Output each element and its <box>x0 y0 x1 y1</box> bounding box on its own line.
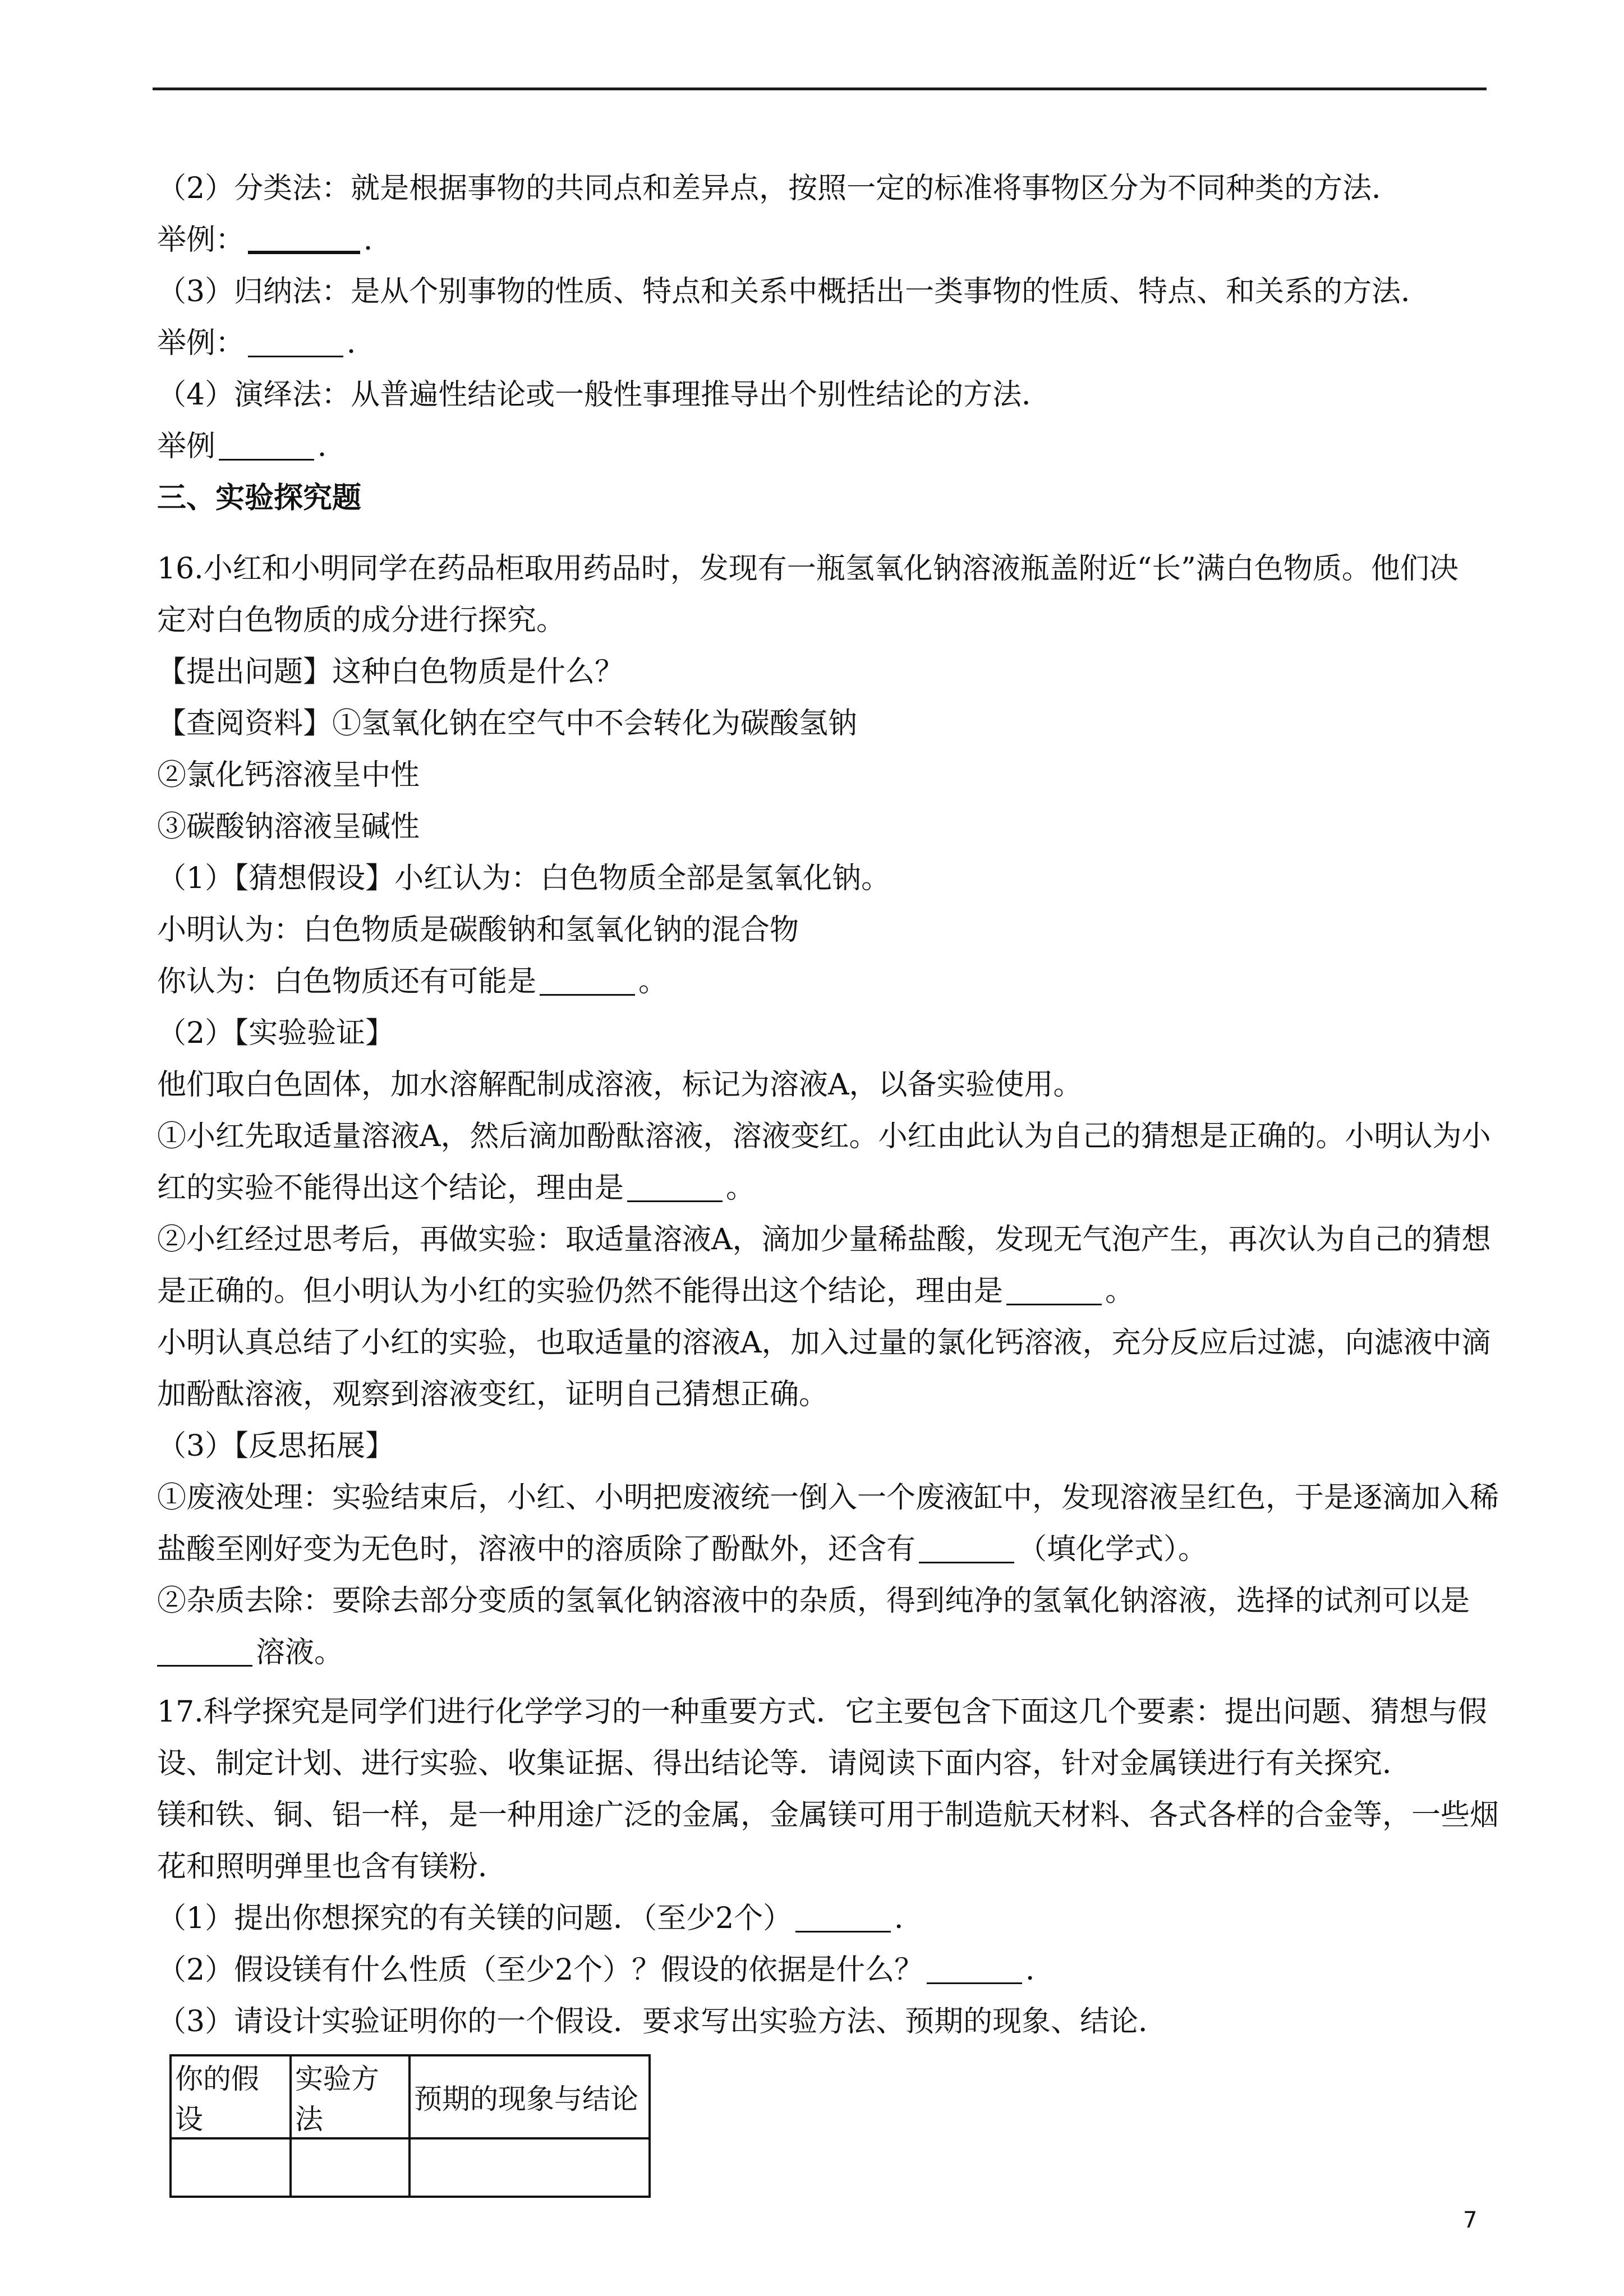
example-line <box>157 214 1475 266</box>
q16-step2-line <box>157 1266 1475 1317</box>
table-header-row <box>171 2055 650 2138</box>
example-label: 举例 <box>157 430 216 463</box>
answer-blank[interactable] <box>248 328 343 357</box>
q16-question: 【提出问题】这种白色物质是什么？ <box>157 655 624 689</box>
question-text: 红的实验不能得出这个结论，理由是 <box>157 1171 624 1205</box>
method-deduction: （4）演绎法：从普遍性结论或一般性事理推导出个别性结论的方法． <box>157 378 1051 412</box>
q16-info-line: ③碳酸钠溶液呈碱性 <box>157 810 420 844</box>
q16-reflect-title: （3）【反思拓展】 <box>157 1429 395 1463</box>
q16-impurity-line <box>157 1627 1475 1678</box>
q16-step2-line: ②小红经过思考后，再做实验：取适量溶液A，滴加少量稀盐酸，发现无气泡产生，再次认为自己的猜想 <box>157 1223 1491 1257</box>
answer-blank[interactable] <box>919 1534 1014 1563</box>
period: 。 <box>638 965 668 999</box>
table-cell-hypothesis[interactable] <box>171 2138 291 2197</box>
q16-hypothesis-line: （1）【猜想假设】小红认为：白色物质全部是氢氧化钠。 <box>157 862 891 895</box>
q16-step3-line: 小明认真总结了小红的实验，也取适量的溶液A，加入过量的氯化钙溶液，充分反应后过滤，向滤液中滴 <box>157 1326 1491 1360</box>
example-label: 举例： <box>157 326 245 360</box>
q16-impurity-line: ②杂质去除：要除去部分变质的氢氧化钠溶液中的杂质，得到纯净的氢氧化钠溶液，选择的试剂可以是 <box>157 1584 1470 1618</box>
answer-table <box>169 2054 651 2198</box>
q17-mg-line: 镁和铁、铜、铝一样，是一种用途广泛的金属，金属镁可用于制造航天材料、各式各样的合金等，一些烟 <box>157 1798 1499 1832</box>
table-cell-expected[interactable] <box>410 2138 650 2197</box>
q16-info-line: ②氯化钙溶液呈中性 <box>157 758 420 792</box>
table-header-expected: 预期的现象与结论 <box>410 2055 650 2138</box>
period: 。 <box>726 1171 756 1205</box>
answer-blank[interactable] <box>219 431 314 461</box>
q17-intro-line: 17.科学探究是同学们进行化学学习的一种重要方式．它主要包含下面这几个要素：提出问题、猜想与假 <box>157 1695 1487 1729</box>
question-text: （填化学式）。 <box>1018 1533 1208 1566</box>
answer-blank[interactable] <box>157 1637 252 1667</box>
q16-info-line: 【查阅资料】①氢氧化钠在空气中不会转化为碳酸氢钠 <box>157 707 858 740</box>
page-body <box>157 163 1499 2198</box>
table-row <box>171 2138 650 2197</box>
period: ． <box>894 1902 924 1935</box>
q16-waste-line <box>157 1524 1475 1575</box>
q16-verify-title: （2）【实验验证】 <box>157 1016 395 1050</box>
q17-intro-line: 设、制定计划、进行实验、收集证据、得出结论等．请阅读下面内容，针对金属镁进行有关探究． <box>157 1747 1412 1780</box>
q16-intro-line: 16.小红和小明同学在药品柜取用药品时，发现有一瓶氢氧化钠溶液瓶盖附近“长”满白色物质。他们决 <box>157 552 1459 586</box>
method-classification: （2）分类法：就是根据事物的共同点和差异点，按照一定的标准将事物区分为不同种类的方法． <box>157 172 1401 205</box>
period: ． <box>1025 1953 1055 1987</box>
table-header-hypothesis: 你的假设 <box>171 2055 291 2138</box>
q16-step1-line: ①小红先取适量溶液A，然后滴加酚酞溶液，溶液变红。小红由此认为自己的猜想是正确的。小明认为小 <box>157 1120 1491 1153</box>
question-text: （2）假设镁有什么性质（至少2个）？假设的依据是什么？ <box>157 1953 924 1987</box>
period: 。 <box>1105 1274 1135 1308</box>
method-induction: （3）归纳法：是从个别事物的性质、特点和关系中概括出一类事物的性质、特点、和关系的方法． <box>157 275 1430 309</box>
example-end: ． <box>318 430 347 463</box>
example-line <box>157 421 1475 472</box>
question-text: 溶液。 <box>256 1636 344 1669</box>
page-number: 7 <box>1463 2207 1478 2233</box>
q16-intro-line: 定对白色物质的成分进行探究。 <box>157 604 566 637</box>
question-text: 你认为：白色物质还有可能是 <box>157 965 537 999</box>
answer-blank[interactable] <box>248 223 360 254</box>
q16-waste-line: ①废液处理：实验结束后，小红、小明把废液统一倒入一个废液缸中，发现溶液呈红色，于是逐滴加入稀 <box>157 1481 1499 1515</box>
example-end: ． <box>347 326 376 360</box>
q17-part3: （3）请设计实验证明你的一个假设．要求写出实验方法、预期的现象、结论． <box>157 2005 1168 2039</box>
q17-part2 <box>157 1944 1475 1996</box>
answer-blank[interactable] <box>927 1954 1022 1984</box>
q16-verify-intro: 他们取白色固体，加水溶解配制成溶液，标记为溶液A，以备实验使用。 <box>157 1068 1083 1102</box>
q16-step1-line <box>157 1162 1475 1214</box>
q16-hypothesis-line: 小明认为：白色物质是碳酸钠和氢氧化钠的混合物 <box>157 913 799 947</box>
answer-blank[interactable] <box>627 1172 723 1202</box>
q17-mg-line: 花和照明弹里也含有镁粉． <box>157 1850 508 1884</box>
example-end: ． <box>364 223 393 257</box>
table-cell-method[interactable] <box>291 2138 410 2197</box>
q16-step3-line: 加酚酞溶液，观察到溶液变红，证明自己猜想正确。 <box>157 1378 829 1411</box>
answer-blank[interactable] <box>1006 1276 1102 1305</box>
q16-hypothesis-question <box>157 956 1475 1007</box>
example-label: 举例： <box>157 223 245 257</box>
answer-blank[interactable] <box>540 966 635 996</box>
header-rule <box>153 88 1487 90</box>
question-text: （1）提出你想探究的有关镁的问题．（至少2个） <box>157 1902 793 1935</box>
question-text: 是正确的。但小明认为小红的实验仍然不能得出这个结论，理由是 <box>157 1274 1004 1308</box>
q17-part1 <box>157 1893 1475 1944</box>
table-header-method: 实验方法 <box>291 2055 410 2138</box>
section-title: 三、实验探究题 <box>157 481 362 515</box>
question-text: 盐酸至刚好变为无色时，溶液中的溶质除了酚酞外，还含有 <box>157 1533 916 1566</box>
example-line <box>157 318 1475 369</box>
answer-blank[interactable] <box>795 1903 891 1932</box>
